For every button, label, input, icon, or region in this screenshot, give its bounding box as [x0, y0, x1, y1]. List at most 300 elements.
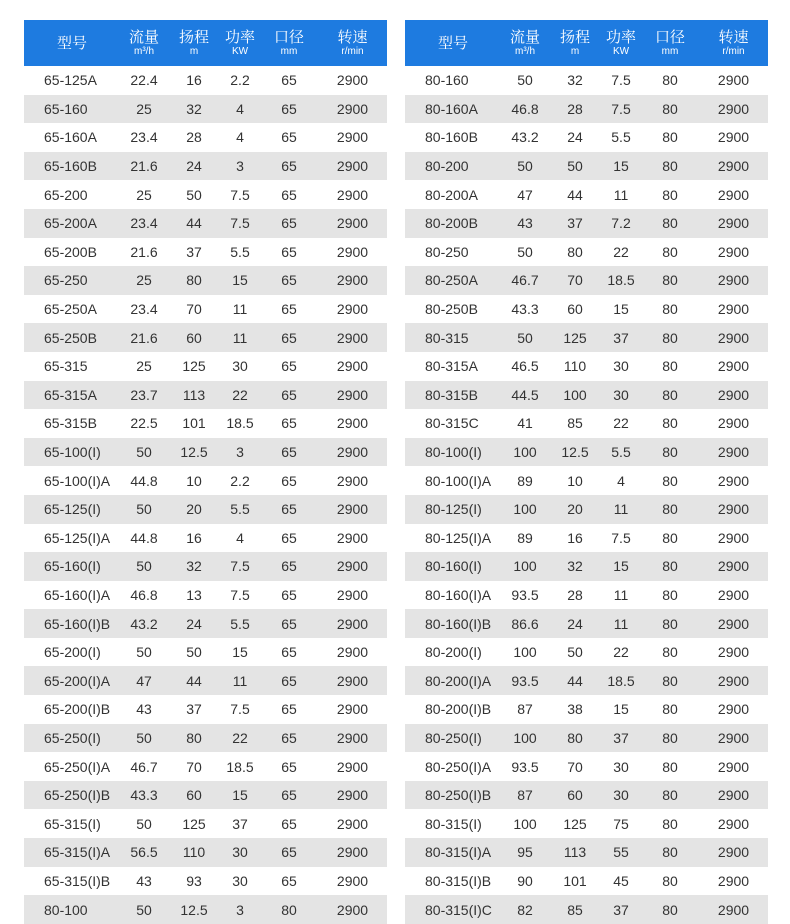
flow-cell: 95	[501, 838, 549, 867]
speed-cell: 2900	[699, 123, 768, 152]
flow-cell: 50	[120, 809, 168, 838]
header-flow-label: 流量	[509, 28, 540, 46]
header-head-unit: m	[570, 45, 580, 57]
table-row	[24, 352, 387, 381]
diameter-cell: 65	[260, 781, 318, 810]
flow-cell: 50	[120, 638, 168, 667]
header-row	[405, 20, 768, 66]
model-cell: 65-250B	[24, 323, 120, 352]
diameter-cell: 65	[260, 323, 318, 352]
diameter-cell: 65	[260, 466, 318, 495]
flow-cell: 25	[120, 95, 168, 124]
flow-cell: 43.3	[120, 781, 168, 810]
model-cell: 80-315(I)	[405, 809, 501, 838]
model-cell: 80-250(I)	[405, 724, 501, 753]
power-cell: 5.5	[220, 495, 260, 524]
power-cell: 3	[220, 895, 260, 924]
table-row	[24, 466, 387, 495]
table-row	[24, 238, 387, 267]
head-cell: 28	[168, 123, 220, 152]
power-cell: 15	[601, 695, 641, 724]
diameter-cell: 65	[260, 438, 318, 467]
flow-cell: 93.5	[501, 752, 549, 781]
model-cell: 80-160	[405, 66, 501, 95]
diameter-cell: 80	[641, 609, 699, 638]
flow-cell: 21.6	[120, 323, 168, 352]
head-cell: 60	[168, 781, 220, 810]
table-row	[24, 552, 387, 581]
diameter-cell: 80	[641, 352, 699, 381]
model-cell: 80-250(I)A	[405, 752, 501, 781]
header-speed-label: 转速	[337, 28, 368, 46]
speed-cell: 2900	[318, 323, 387, 352]
head-cell: 113	[549, 838, 601, 867]
power-cell: 15	[601, 152, 641, 181]
speed-cell: 2900	[318, 838, 387, 867]
speed-cell: 2900	[318, 352, 387, 381]
flow-cell: 23.4	[120, 209, 168, 238]
flow-cell: 46.8	[120, 581, 168, 610]
speed-cell: 2900	[318, 266, 387, 295]
power-cell: 18.5	[601, 266, 641, 295]
diameter-cell: 80	[641, 867, 699, 896]
head-cell: 80	[549, 724, 601, 753]
model-cell: 65-250(I)	[24, 724, 120, 753]
diameter-cell: 65	[260, 66, 318, 95]
head-cell: 113	[168, 381, 220, 410]
head-cell: 101	[549, 867, 601, 896]
power-cell: 45	[601, 867, 641, 896]
table-row	[405, 295, 768, 324]
power-cell: 37	[601, 724, 641, 753]
diameter-cell: 80	[641, 524, 699, 553]
table-row	[405, 438, 768, 467]
power-cell: 37	[601, 895, 641, 924]
speed-cell: 2900	[318, 409, 387, 438]
power-cell: 11	[220, 323, 260, 352]
table-row	[405, 209, 768, 238]
model-cell: 80-100(I)A	[405, 466, 501, 495]
diameter-cell: 65	[260, 666, 318, 695]
header-diameter-label: 口径	[273, 28, 304, 46]
flow-cell: 56.5	[120, 838, 168, 867]
head-cell: 93	[168, 867, 220, 896]
table-row	[24, 609, 387, 638]
header-flow	[120, 20, 168, 66]
speed-cell: 2900	[699, 352, 768, 381]
power-cell: 15	[220, 638, 260, 667]
power-cell: 7.5	[220, 581, 260, 610]
model-cell: 65-315(I)A	[24, 838, 120, 867]
power-cell: 7.5	[220, 180, 260, 209]
header-power	[220, 20, 260, 66]
head-cell: 125	[549, 323, 601, 352]
model-cell: 80-315(I)C	[405, 895, 501, 924]
head-cell: 70	[168, 295, 220, 324]
power-cell: 30	[601, 752, 641, 781]
speed-cell: 2900	[318, 552, 387, 581]
model-cell: 65-200(I)B	[24, 695, 120, 724]
diameter-cell: 80	[641, 695, 699, 724]
header-power	[601, 20, 641, 66]
model-cell: 65-200(I)A	[24, 666, 120, 695]
head-cell: 100	[549, 381, 601, 410]
model-cell: 65-315B	[24, 409, 120, 438]
table-row	[24, 409, 387, 438]
speed-cell: 2900	[699, 752, 768, 781]
diameter-cell: 65	[260, 123, 318, 152]
power-cell: 5.5	[601, 438, 641, 467]
power-cell: 11	[601, 495, 641, 524]
diameter-cell: 80	[641, 238, 699, 267]
power-cell: 7.5	[601, 95, 641, 124]
table-row	[24, 266, 387, 295]
diameter-cell: 65	[260, 209, 318, 238]
flow-cell: 46.7	[120, 752, 168, 781]
speed-cell: 2900	[318, 95, 387, 124]
speed-cell: 2900	[318, 524, 387, 553]
flow-cell: 50	[501, 238, 549, 267]
power-cell: 22	[601, 238, 641, 267]
speed-cell: 2900	[318, 609, 387, 638]
flow-cell: 100	[501, 809, 549, 838]
head-cell: 12.5	[168, 438, 220, 467]
diameter-cell: 65	[260, 495, 318, 524]
speed-cell: 2900	[699, 895, 768, 924]
table-row	[24, 666, 387, 695]
flow-cell: 43.2	[120, 609, 168, 638]
diameter-cell: 65	[260, 95, 318, 124]
table-row	[24, 867, 387, 896]
diameter-cell: 80	[641, 409, 699, 438]
table-row	[405, 66, 768, 95]
power-cell: 4	[220, 95, 260, 124]
power-cell: 11	[220, 295, 260, 324]
header-speed-unit: r/min	[722, 45, 745, 57]
speed-cell: 2900	[318, 867, 387, 896]
model-cell: 80-200B	[405, 209, 501, 238]
flow-cell: 87	[501, 781, 549, 810]
speed-cell: 2900	[699, 552, 768, 581]
diameter-cell: 80	[641, 323, 699, 352]
header-power-unit: KW	[231, 45, 249, 57]
header-diameter-unit: mm	[661, 45, 679, 57]
header-flow-unit: m³/h	[134, 45, 154, 57]
flow-cell: 25	[120, 266, 168, 295]
table-row	[405, 752, 768, 781]
diameter-cell: 65	[260, 295, 318, 324]
head-cell: 85	[549, 409, 601, 438]
table-row	[24, 95, 387, 124]
model-cell: 65-100(I)A	[24, 466, 120, 495]
head-cell: 70	[168, 752, 220, 781]
head-cell: 37	[549, 209, 601, 238]
speed-cell: 2900	[699, 295, 768, 324]
diameter-cell: 80	[641, 552, 699, 581]
diameter-cell: 65	[260, 180, 318, 209]
flow-cell: 46.8	[501, 95, 549, 124]
header-diameter	[641, 20, 699, 66]
head-cell: 44	[549, 666, 601, 695]
diameter-cell: 65	[260, 867, 318, 896]
header-model	[405, 20, 501, 66]
diameter-cell: 80	[641, 152, 699, 181]
head-cell: 32	[549, 552, 601, 581]
diameter-cell: 65	[260, 838, 318, 867]
speed-cell: 2900	[318, 209, 387, 238]
power-cell: 5.5	[220, 238, 260, 267]
diameter-cell: 80	[641, 95, 699, 124]
flow-cell: 50	[501, 152, 549, 181]
head-cell: 101	[168, 409, 220, 438]
model-cell: 80-160(I)A	[405, 581, 501, 610]
flow-cell: 46.5	[501, 352, 549, 381]
head-cell: 10	[168, 466, 220, 495]
diameter-cell: 65	[260, 638, 318, 667]
power-cell: 4	[220, 524, 260, 553]
diameter-cell: 80	[641, 180, 699, 209]
flow-cell: 50	[120, 438, 168, 467]
table-row	[405, 352, 768, 381]
table-row	[24, 838, 387, 867]
head-cell: 50	[549, 152, 601, 181]
model-cell: 80-315(I)A	[405, 838, 501, 867]
model-cell: 80-250	[405, 238, 501, 267]
speed-cell: 2900	[318, 581, 387, 610]
diameter-cell: 80	[641, 495, 699, 524]
power-cell: 15	[601, 552, 641, 581]
diameter-cell: 80	[641, 209, 699, 238]
flow-cell: 25	[120, 180, 168, 209]
speed-cell: 2900	[318, 752, 387, 781]
table-row	[405, 466, 768, 495]
model-cell: 80-100(I)	[405, 438, 501, 467]
table-row	[405, 666, 768, 695]
speed-cell: 2900	[318, 495, 387, 524]
table-row	[405, 838, 768, 867]
power-cell: 11	[601, 180, 641, 209]
speed-cell: 2900	[699, 209, 768, 238]
speed-cell: 2900	[699, 466, 768, 495]
table-row	[405, 895, 768, 924]
flow-cell: 47	[120, 666, 168, 695]
table-row	[24, 581, 387, 610]
power-cell: 55	[601, 838, 641, 867]
head-cell: 70	[549, 752, 601, 781]
diameter-cell: 80	[641, 752, 699, 781]
flow-cell: 50	[501, 323, 549, 352]
model-cell: 65-160A	[24, 123, 120, 152]
speed-cell: 2900	[318, 466, 387, 495]
head-cell: 32	[168, 95, 220, 124]
power-cell: 11	[601, 609, 641, 638]
table-row	[24, 66, 387, 95]
head-cell: 80	[168, 724, 220, 753]
model-cell: 65-200A	[24, 209, 120, 238]
speed-cell: 2900	[318, 381, 387, 410]
diameter-cell: 80	[641, 666, 699, 695]
head-cell: 32	[549, 66, 601, 95]
table-row	[24, 438, 387, 467]
diameter-cell: 65	[260, 581, 318, 610]
diameter-cell: 65	[260, 352, 318, 381]
model-cell: 80-250(I)B	[405, 781, 501, 810]
speed-cell: 2900	[318, 438, 387, 467]
flow-cell: 21.6	[120, 152, 168, 181]
speed-cell: 2900	[699, 323, 768, 352]
table-row	[24, 638, 387, 667]
model-cell: 65-160(I)	[24, 552, 120, 581]
table-row	[24, 381, 387, 410]
header-head-unit: m	[189, 45, 199, 57]
diameter-cell: 80	[641, 466, 699, 495]
model-cell: 80-160(I)	[405, 552, 501, 581]
model-cell: 80-200A	[405, 180, 501, 209]
head-cell: 110	[549, 352, 601, 381]
diameter-cell: 80	[641, 266, 699, 295]
diameter-cell: 65	[260, 381, 318, 410]
flow-cell: 43	[120, 867, 168, 896]
table-row	[405, 381, 768, 410]
flow-cell: 43	[120, 695, 168, 724]
model-cell: 65-200(I)	[24, 638, 120, 667]
table-row	[24, 895, 387, 924]
table-row	[24, 752, 387, 781]
head-cell: 125	[168, 352, 220, 381]
flow-cell: 23.4	[120, 295, 168, 324]
model-cell: 65-160(I)B	[24, 609, 120, 638]
diameter-cell: 65	[260, 552, 318, 581]
table-row	[405, 266, 768, 295]
model-cell: 65-160	[24, 95, 120, 124]
head-cell: 60	[549, 295, 601, 324]
table-row	[405, 809, 768, 838]
flow-cell: 50	[501, 66, 549, 95]
speed-cell: 2900	[699, 724, 768, 753]
diameter-cell: 65	[260, 152, 318, 181]
model-cell: 80-200(I)	[405, 638, 501, 667]
flow-cell: 100	[501, 724, 549, 753]
power-cell: 15	[220, 266, 260, 295]
power-cell: 18.5	[220, 409, 260, 438]
head-cell: 12.5	[168, 895, 220, 924]
diameter-cell: 80	[641, 123, 699, 152]
diameter-cell: 80	[641, 66, 699, 95]
flow-cell: 44.5	[501, 381, 549, 410]
flow-cell: 43	[501, 209, 549, 238]
table-row	[405, 495, 768, 524]
model-cell: 65-315(I)	[24, 809, 120, 838]
header-head	[549, 20, 601, 66]
table-row	[405, 409, 768, 438]
power-cell: 22	[220, 724, 260, 753]
model-cell: 65-315	[24, 352, 120, 381]
power-cell: 2.2	[220, 466, 260, 495]
header-power-unit: KW	[612, 45, 630, 57]
table-row	[405, 95, 768, 124]
flow-cell: 23.4	[120, 123, 168, 152]
head-cell: 20	[549, 495, 601, 524]
header-flow-label: 流量	[128, 28, 159, 46]
power-cell: 5.5	[601, 123, 641, 152]
right-table-body	[405, 66, 768, 924]
head-cell: 37	[168, 238, 220, 267]
head-cell: 85	[549, 895, 601, 924]
flow-cell: 87	[501, 695, 549, 724]
model-cell: 65-160(I)A	[24, 581, 120, 610]
model-cell: 65-250	[24, 266, 120, 295]
power-cell: 7.5	[601, 524, 641, 553]
diameter-cell: 80	[641, 638, 699, 667]
table-row	[24, 123, 387, 152]
flow-cell: 50	[120, 552, 168, 581]
head-cell: 125	[168, 809, 220, 838]
power-cell: 22	[220, 381, 260, 410]
model-cell: 80-200	[405, 152, 501, 181]
diameter-cell: 65	[260, 524, 318, 553]
diameter-cell: 65	[260, 809, 318, 838]
head-cell: 44	[168, 666, 220, 695]
speed-cell: 2900	[318, 895, 387, 924]
flow-cell: 82	[501, 895, 549, 924]
model-cell: 80-125(I)	[405, 495, 501, 524]
power-cell: 15	[601, 295, 641, 324]
flow-cell: 44.8	[120, 524, 168, 553]
head-cell: 28	[549, 95, 601, 124]
power-cell: 30	[220, 838, 260, 867]
model-cell: 80-315	[405, 323, 501, 352]
header-model-label: 型号	[56, 34, 87, 52]
power-cell: 75	[601, 809, 641, 838]
flow-cell: 93.5	[501, 666, 549, 695]
head-cell: 38	[549, 695, 601, 724]
table-row	[405, 238, 768, 267]
power-cell: 30	[220, 867, 260, 896]
power-cell: 2.2	[220, 66, 260, 95]
head-cell: 60	[168, 323, 220, 352]
flow-cell: 50	[120, 724, 168, 753]
speed-cell: 2900	[699, 266, 768, 295]
speed-cell: 2900	[699, 524, 768, 553]
flow-cell: 22.5	[120, 409, 168, 438]
power-cell: 11	[220, 666, 260, 695]
speed-cell: 2900	[699, 695, 768, 724]
speed-cell: 2900	[699, 438, 768, 467]
speed-cell: 2900	[699, 838, 768, 867]
model-cell: 65-200B	[24, 238, 120, 267]
flow-cell: 89	[501, 524, 549, 553]
flow-cell: 23.7	[120, 381, 168, 410]
head-cell: 50	[168, 180, 220, 209]
table-row	[24, 495, 387, 524]
table-row	[405, 552, 768, 581]
header-speed	[318, 20, 387, 66]
speed-cell: 2900	[699, 381, 768, 410]
speed-cell: 2900	[699, 581, 768, 610]
model-cell: 80-125(I)A	[405, 524, 501, 553]
speed-cell: 2900	[699, 666, 768, 695]
model-cell: 80-315B	[405, 381, 501, 410]
speed-cell: 2900	[318, 809, 387, 838]
speed-cell: 2900	[318, 66, 387, 95]
head-cell: 12.5	[549, 438, 601, 467]
header-diameter-label: 口径	[654, 28, 685, 46]
head-cell: 16	[168, 66, 220, 95]
diameter-cell: 65	[260, 724, 318, 753]
speed-cell: 2900	[318, 180, 387, 209]
power-cell: 7.5	[220, 209, 260, 238]
power-cell: 18.5	[601, 666, 641, 695]
